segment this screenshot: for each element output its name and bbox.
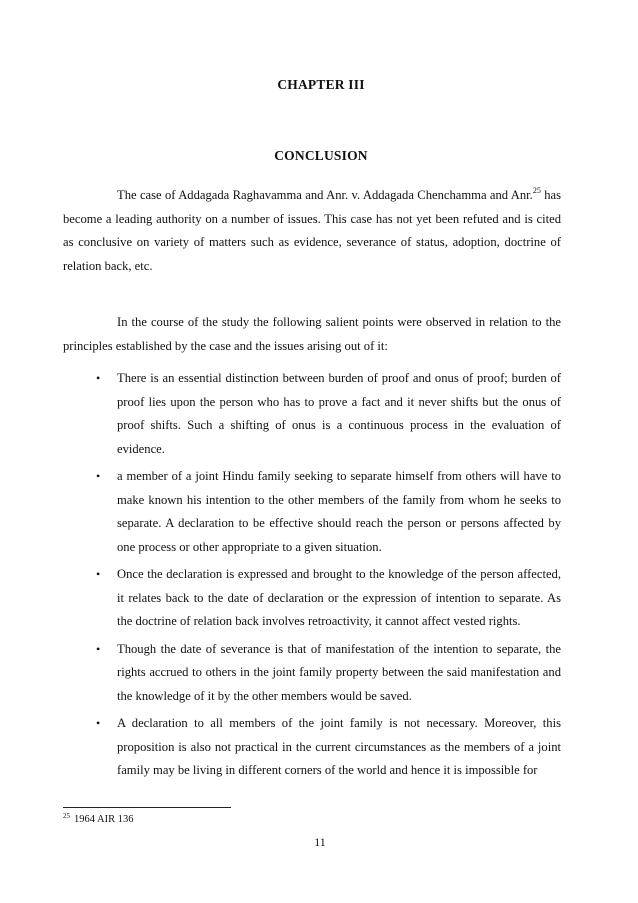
list-item — [96, 638, 561, 709]
salient-points-list — [0, 367, 638, 787]
list-item-text: There is an essential distinction between burden of proof and onus of proof; burden of proof lies upon the person who has to prove a fact and it never shifts but the onus of proof shifts. Such a shifting of onus is a continuous process in the evaluation of evidence. — [117, 371, 561, 456]
list-item-text: Though the date of severance is that of manifestation of the intention to separate, the rights accrued to others in the joint family property between the said manifestation and the knowledge of it by the other members would be saved. — [117, 641, 561, 703]
list-item — [96, 712, 561, 783]
list-item — [96, 563, 561, 634]
list-item — [96, 465, 561, 559]
list-item — [96, 367, 561, 461]
bullet-icon: • — [96, 716, 101, 730]
chapter-title: CHAPTER III — [277, 77, 365, 92]
bullet-icon: • — [96, 567, 101, 581]
list-item-text: A declaration to all members of the joint family is not necessary. Moreover, this proposition is also not practical in the current circumstances as the members of a joint family may be living in different corners of the world and hence it is impossible for — [117, 716, 561, 777]
section-title: CONCLUSION — [274, 148, 368, 163]
bullet-icon: • — [96, 371, 101, 385]
bullet-icon: • — [96, 641, 101, 656]
footnote — [63, 814, 134, 825]
page-number-text: 11 — [314, 835, 326, 849]
paragraph-intro-text-continued: has become a leading authority on a number of issues. This case has not yet been refuted and is cited as conclusive on variety of matters such as evidence, severance of status, adoption, doctrine of relation back, etc. — [63, 188, 561, 273]
list-item-text: a member of a joint Hindu family seeking to separate himself from others will have to make known his intention to the other members of the family from whom he seeks to separate. A declaration to be effective should reach the person or persons affected by one process or other appropriate to a given situation. — [117, 469, 561, 554]
footnote-text: 1964 AIR 136 — [74, 814, 134, 825]
paragraph-intro-text: The case of Addagada Raghavamma and Anr. v. Addagada Chenchamma and Anr. — [117, 188, 533, 202]
footnote-divider — [63, 807, 231, 808]
paragraph-study-points: In the course of the study the following salient points were observed in relation to the principles established by the case and the issues arising out of it: — [63, 315, 561, 353]
paragraph-intro — [63, 184, 561, 278]
footnote-reference: 25 — [532, 186, 541, 195]
bullet-icon: • — [96, 469, 101, 483]
page-number — [0, 835, 638, 850]
list-item-text: Once the declaration is expressed and brought to the knowledge of the person affected, it relates back to the date of declaration or the expression of intention to separate. As the doctrine of relation back involves retroactivity, it cannot affect vested rights. — [117, 567, 561, 628]
footnote-number: 25 — [63, 812, 70, 820]
